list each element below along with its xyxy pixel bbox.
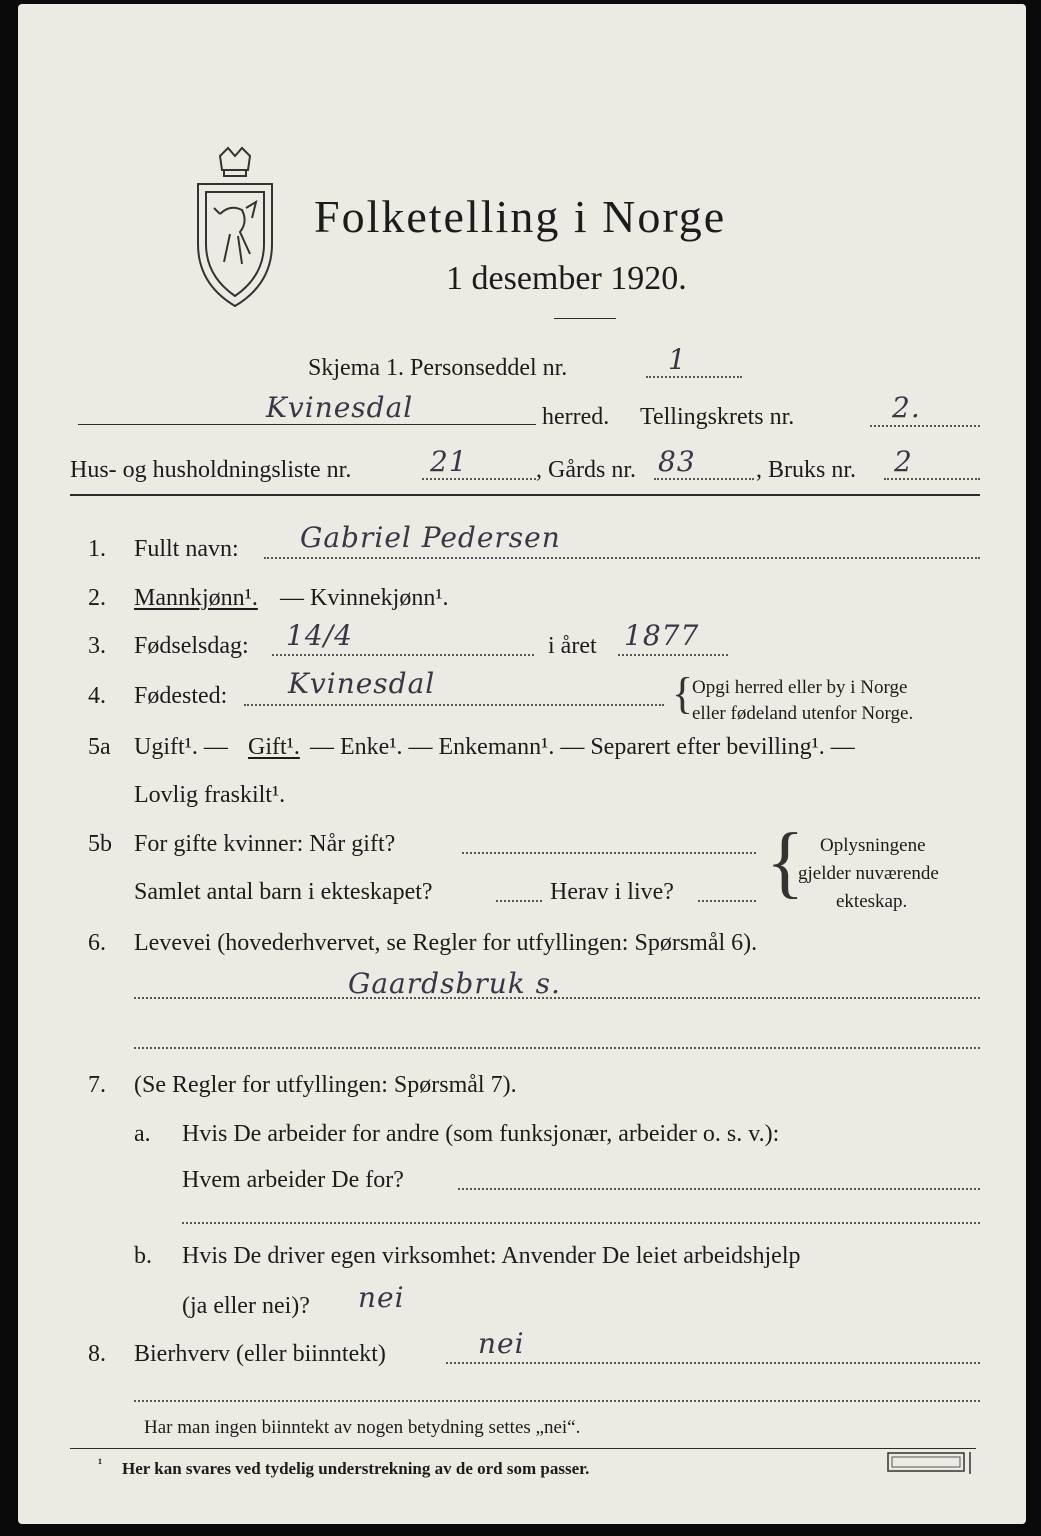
krets-value: 2. [892,391,921,424]
hired-help-value: nei [358,1281,405,1314]
person-no-value: 1 [668,343,687,376]
q5a-options: — Enke¹. — Enkemann¹. — Separert efter bevilling¹. — [310,734,855,760]
bruks-line [884,478,980,480]
gards-label: , Gårds nr. [536,457,636,483]
side-income-value: nei [478,1327,525,1360]
krets-line [870,425,980,427]
q5a-fraskilt: Lovlig fraskilt¹. [134,782,286,808]
q5b-children: Samlet antal barn i ekteskapet? [134,879,433,905]
q6-line-2 [134,1047,980,1049]
q1-number: 1. [88,536,106,562]
q5b-married-line [462,852,756,854]
q7a-line-2 [182,1222,980,1224]
q5b-alive: Herav i live? [550,879,674,905]
q5a-ugift: Ugift¹. — [134,734,228,760]
q4-note-2: eller fødeland utenfor Norge. [692,703,914,724]
q7a-text: Hvis De arbeider for andre (som funksjonær, arbeider o. s. v.): [182,1121,780,1147]
birthplace-value: Kvinesdal [288,667,436,700]
q3-day-line [272,654,534,656]
q5a-number: 5a [88,734,111,760]
full-name-value: Gabriel Pedersen [300,521,561,554]
q1-line [264,557,980,559]
person-no-line [646,376,742,378]
q1-label: Fullt navn: [134,536,239,562]
q2-number: 2. [88,585,106,611]
q5a-gift-underlined: Gift¹. [248,734,300,760]
coat-of-arms-icon [190,144,280,314]
footnote-mark: ¹ [98,1457,103,1472]
q4-line [244,704,664,706]
q8-label: Bierhverv (eller biinntekt) [134,1341,386,1367]
q4-note-1: Opgi herred eller by i Norge [692,677,908,698]
q5b-married-when: For gifte kvinner: Når gift? [134,831,396,857]
husliste-value: 21 [430,445,468,478]
q3-number: 3. [88,633,106,659]
q5b-note-3: ekteskap. [836,891,908,912]
q4-number: 4. [88,683,106,709]
census-date: 1 desember 1920. [446,260,687,297]
birth-year-value: 1877 [624,619,700,652]
occupation-value: Gaardsbruk s. [348,967,561,1000]
footnote-divider [70,1448,976,1449]
schema-label: Skjema 1. Personseddel nr. [308,355,568,381]
printer-stamp-icon [886,1450,976,1476]
q4-brace: { [672,669,694,718]
q5b-note-1: Oplysningene [820,835,926,856]
q6-label: Levevei (hovederhvervet, se Regler for utfyllingen: Spørsmål 6). [134,930,758,956]
q7a-question: Hvem arbeider De for? [182,1167,404,1193]
q3-year-label: i året [548,633,597,659]
q7b-text: Hvis De driver egen virksomhet: Anvender De leiet arbeidshjelp [182,1243,801,1269]
side-income-note: Har man ingen biinntekt av nogen betydning settes „nei“. [144,1417,581,1438]
q8-line-2 [134,1400,980,1402]
gards-value: 83 [658,445,696,478]
q7a-line-1 [458,1188,980,1190]
q5b-number: 5b [88,831,112,857]
footnote-text: Her kan svares ved tydelig understrekning av de ord som passer. [122,1459,590,1478]
q7a-number: a. [134,1121,151,1147]
q6-number: 6. [88,930,106,956]
title-divider [554,318,616,319]
q6-line-1 [134,997,980,999]
q2-female: — Kvinnekjønn¹. [280,585,449,611]
q2-male-underlined: Mannkjønn¹. [134,585,258,611]
census-form [18,4,1026,1524]
herred-label: herred. [542,404,610,430]
krets-label: Tellingskrets nr. [640,404,795,430]
q3-year-line [618,654,728,656]
q5b-alive-line [698,900,756,902]
q4-label: Fødested: [134,683,228,709]
q7b-question: (ja eller nei)? [182,1293,310,1319]
husliste-label: Hus- og husholdningsliste nr. [70,457,352,483]
q5b-brace: { [766,818,805,906]
q5b-note-2: gjelder nuværende [798,863,939,884]
q7-label: (Se Regler for utfyllingen: Spørsmål 7). [134,1072,517,1098]
q5b-children-line [496,900,542,902]
herred-value: Kvinesdal [266,391,414,424]
q7-number: 7. [88,1072,106,1098]
birth-day-value: 14/4 [286,619,353,652]
form-title: Folketelling i Norge [314,191,727,242]
q3-label: Fødselsdag: [134,633,249,659]
husliste-line [422,478,536,480]
herred-line [78,424,536,425]
bruks-value: 2 [894,445,913,478]
q8-number: 8. [88,1341,106,1367]
q7b-number: b. [134,1243,152,1269]
q8-line-1 [446,1362,980,1364]
bruks-label: , Bruks nr. [756,457,857,483]
header-divider [70,494,980,496]
gards-line [654,478,754,480]
